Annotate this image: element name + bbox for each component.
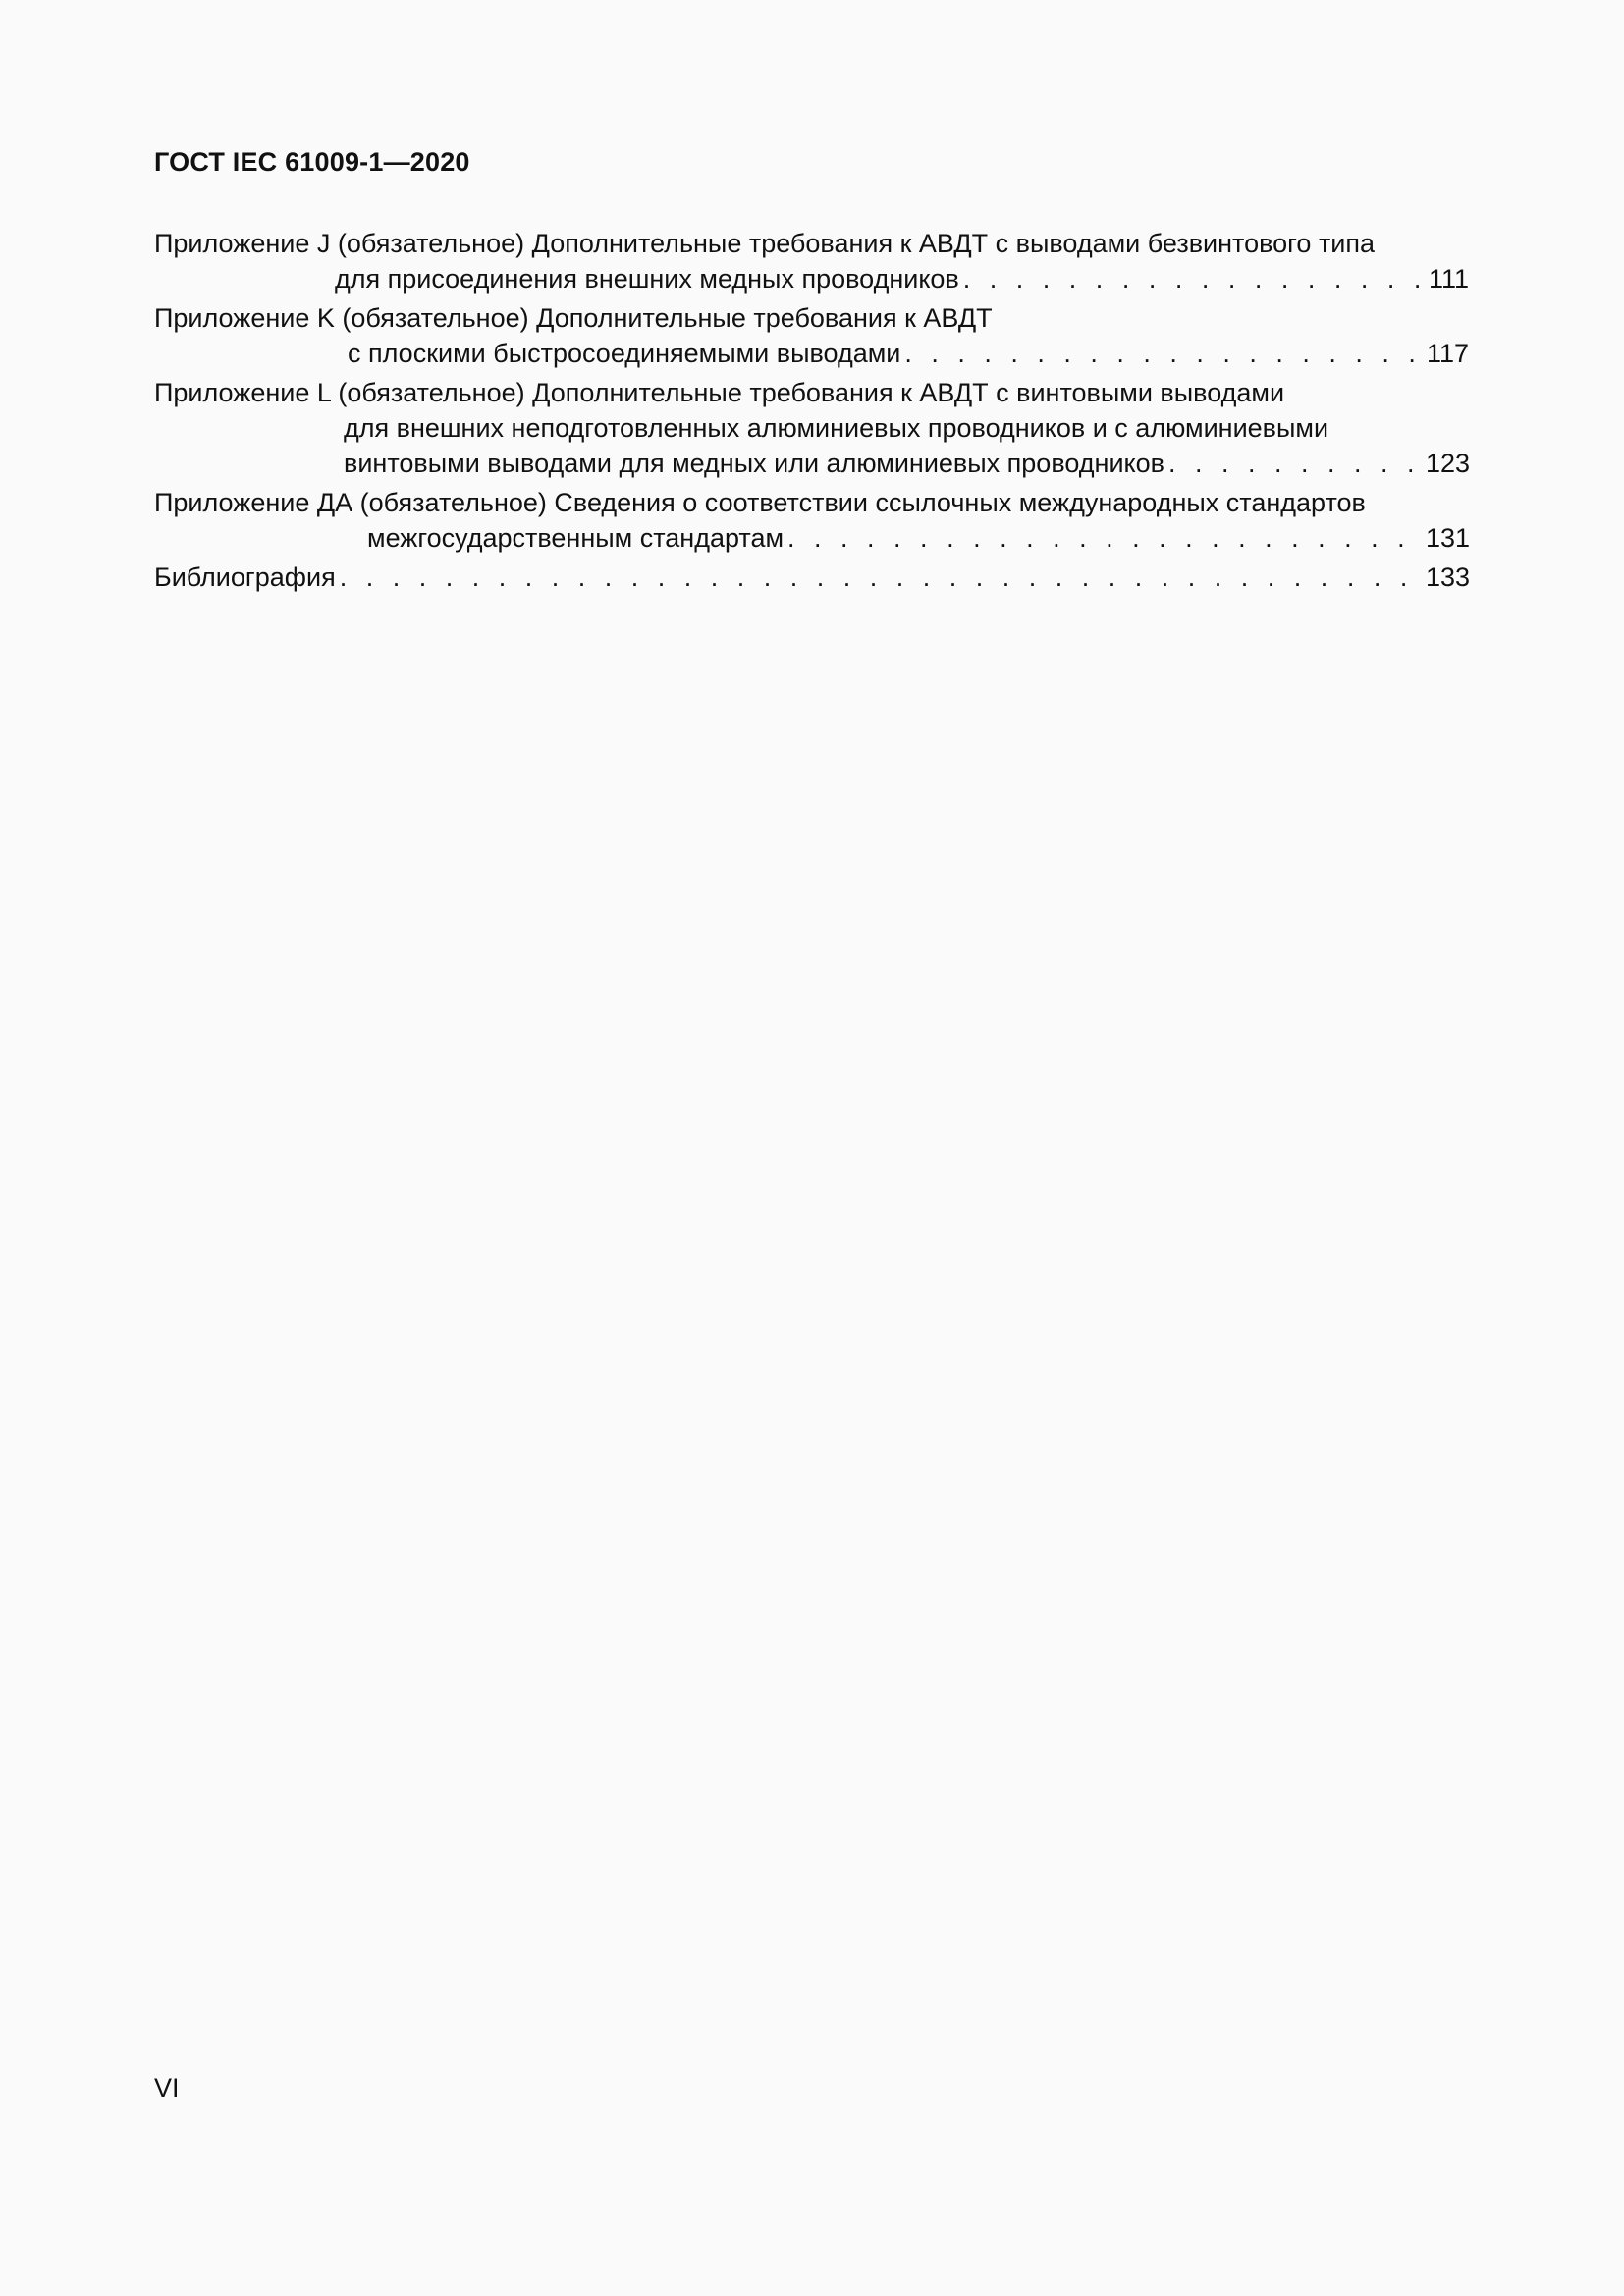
toc-entry-last-line xyxy=(154,520,1469,556)
toc-entry-last-line xyxy=(154,446,1469,481)
toc-entry-bibliography[interactable] xyxy=(154,560,1469,595)
toc-entry-title: Приложение ДА (обязательное) Сведения о соответствии ссылочных международных стандартов xyxy=(154,488,1366,517)
toc-entry-title: Библиография xyxy=(154,562,336,592)
toc-entry-last-line xyxy=(154,336,1469,371)
document-header: ГОСТ IEC 61009-1—2020 xyxy=(154,147,470,177)
dot-leader xyxy=(784,520,1426,556)
toc-page-number: 131 xyxy=(1426,523,1471,553)
toc-entry-title-cont: с плоскими быстросоединяемыми выводами xyxy=(348,339,901,368)
toc-entry-title: Приложение J (обязательное) Дополнительные требования к АВДТ с выводами безвинтового типа xyxy=(154,229,1376,258)
toc-page-number: 111 xyxy=(1428,264,1469,294)
dot-leader xyxy=(900,336,1426,371)
dot-leader xyxy=(959,261,1426,296)
dot-leader xyxy=(336,560,1426,595)
toc-entry-appendix-l[interactable] xyxy=(154,375,1469,481)
toc-entry-appendix-k[interactable] xyxy=(154,300,1469,371)
toc-entry-last-line xyxy=(154,560,1469,595)
toc-entry-title: Приложение K (обязательное) Дополнительные требования к АВДТ xyxy=(154,303,993,333)
page-number: VI xyxy=(154,2073,180,2103)
toc-entry-title: Приложение L (обязательное) Дополнительные требования к АВДТ с винтовыми выводами xyxy=(154,378,1285,407)
toc-entry-title-cont: для внешних неподготовленных алюминиевых проводников и с алюминиевыми xyxy=(344,413,1329,443)
toc-entry-title-cont: винтовыми выводами для медных или алюминиевых проводников xyxy=(344,449,1165,478)
toc-page-number: 117 xyxy=(1426,339,1469,368)
toc-entry-title-cont: для присоединения внешних медных проводников xyxy=(335,264,959,294)
dot-leader xyxy=(1164,446,1426,481)
toc-page-number: 123 xyxy=(1426,449,1471,478)
toc-entry-last-line xyxy=(154,261,1469,296)
toc-entry-appendix-da[interactable] xyxy=(154,485,1469,556)
toc-page-number: 133 xyxy=(1426,562,1471,592)
toc-entry-appendix-j[interactable] xyxy=(154,226,1469,296)
toc-entry-title-cont: межгосударственным стандартам xyxy=(367,523,785,553)
table-of-contents xyxy=(154,226,1469,599)
